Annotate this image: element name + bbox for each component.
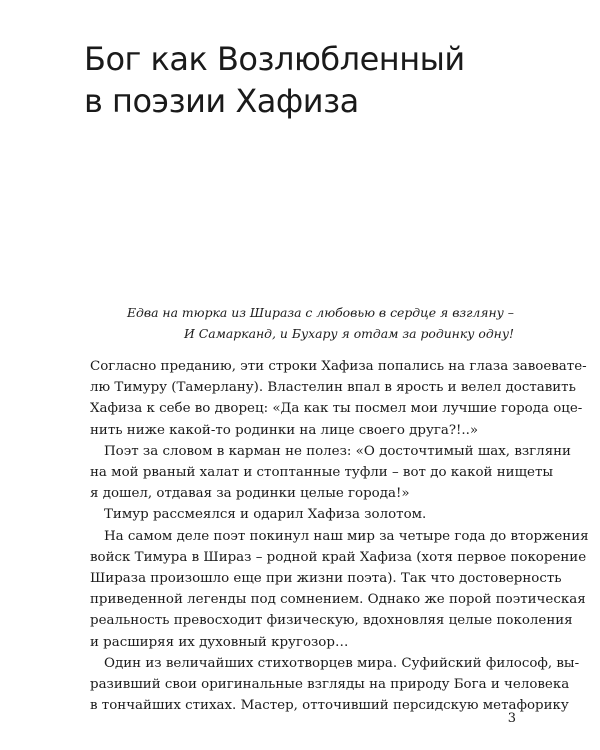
- epigraph: [127, 302, 514, 344]
- body-line: и расширяя их духовный кругозор…: [90, 634, 349, 650]
- body-line: На самом деле поэт покинул наш мир за четыре года до вторжения: [104, 528, 589, 544]
- body-line: на мой рваный халат и стоптанные туфли – вот до какой нищеты: [90, 465, 554, 481]
- body-text: [90, 356, 589, 716]
- chapter-title-line-1: Бог как Возлюбленный: [84, 40, 465, 78]
- body-line: нить ниже какой-то родинки на лице своего друга?!..»: [90, 422, 479, 438]
- body-line: приведенной легенды под сомнением. Однако же порой поэтическая: [90, 592, 586, 608]
- body-line: в тончайших стихах. Мастер, отточивший персидскую метафорику: [90, 698, 569, 714]
- body-line: реальность превосходит физическую, вдохновляя целые поколения: [90, 613, 573, 629]
- body-line: Тимур рассмеялся и одарил Хафиза золотом.: [104, 507, 427, 523]
- body-line: войск Тимура в Шираз – родной край Хафиза (хотя первое покорение: [90, 549, 587, 565]
- body-line: Один из величайших стихотворцев мира. Суфийский философ, вы-: [104, 655, 580, 671]
- body-line: Шираза произошло еще при жизни поэта). Так что достоверность: [90, 571, 562, 587]
- body-line: лю Тимуру (Тамерлану). Властелин впал в ярость и велел доставить: [90, 380, 576, 396]
- body-line: Согласно преданию, эти строки Хафиза попались на глаза завоевате-: [90, 359, 587, 374]
- chapter-title-line-2: в поэзии Хафиза: [84, 82, 359, 120]
- body-line: я дошел, отдавая за родинки целые города!»: [90, 486, 410, 502]
- chapter-title: [84, 38, 465, 122]
- body-line: Поэт за словом в карман не полез: «О досточтимый шах, взгляни: [104, 443, 571, 459]
- epigraph-line-1: Едва на тюрка из Шираза с любовью в сердце я взгляну –: [126, 305, 514, 320]
- epigraph-line-2: И Самарканд, и Бухару я отдам за родинку одну!: [184, 326, 514, 341]
- page-number: 3: [507, 711, 516, 726]
- body-line: Хафиза к себе во дворец: «Да как ты посмел мои лучшие города оце-: [90, 401, 583, 417]
- body-line: разивший свои оригинальные взгляды на природу Бога и человека: [90, 677, 570, 693]
